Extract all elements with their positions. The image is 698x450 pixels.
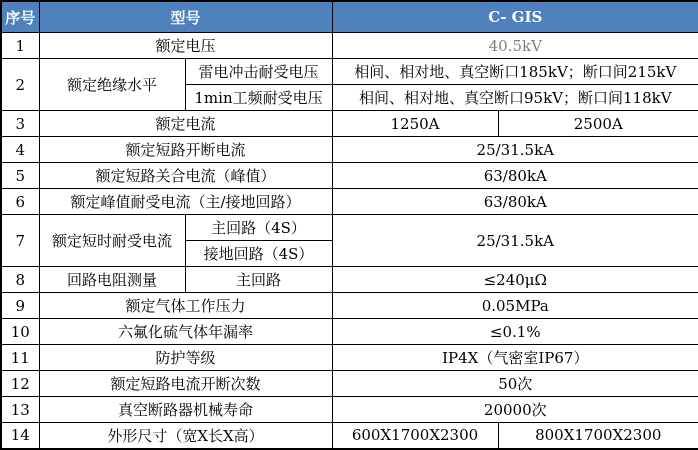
row-making-current: [1, 163, 698, 189]
row-value: 40.5kV: [332, 33, 698, 59]
row-number: 8: [1, 267, 39, 293]
row-number: 4: [1, 137, 39, 163]
row-label: 回路电阻测量: [39, 267, 185, 293]
row-value-2: 2500A: [498, 111, 698, 137]
row-value: ≤0.1%: [332, 319, 698, 345]
row-number: 7: [1, 215, 39, 267]
row-number: 3: [1, 111, 39, 137]
row-rated-current: [1, 111, 698, 137]
row-value-1: 1250A: [332, 111, 498, 137]
row-protection-class: [1, 345, 698, 371]
row-value: ≤240μΩ: [332, 267, 698, 293]
row-value-1: 600X1700X2300: [332, 423, 498, 449]
row-label: 外形尺寸（宽X长X高）: [39, 423, 332, 449]
row-peak-withstand-current: [1, 189, 698, 215]
row-value: 20000次: [332, 397, 698, 423]
row-label: 额定短路关合电流（峰值）: [39, 163, 332, 189]
row-number: 6: [1, 189, 39, 215]
row-rated-voltage: [1, 33, 698, 59]
row-sublabel: 主回路: [185, 267, 332, 293]
header-serial-number: 序号: [1, 1, 39, 33]
row-number: 11: [1, 345, 39, 371]
row-gas-pressure: [1, 293, 698, 319]
row-sublabel: 1min工频耐受电压: [185, 85, 332, 111]
row-value: IP4X（气密室IP67）: [332, 345, 698, 371]
row-value: 0.05MPa: [332, 293, 698, 319]
row-sublabel: 接地回路（4S）: [185, 241, 332, 267]
row-short-time-current-1: [1, 215, 698, 241]
row-number: 13: [1, 397, 39, 423]
row-loop-resistance: [1, 267, 698, 293]
row-label: 额定电压: [39, 33, 332, 59]
row-dimensions: [1, 423, 698, 449]
row-number: 5: [1, 163, 39, 189]
row-value-2: 800X1700X2300: [498, 423, 698, 449]
row-breaking-current: [1, 137, 698, 163]
row-sublabel: 雷电冲击耐受电压: [185, 59, 332, 85]
row-breaking-times: [1, 371, 698, 397]
row-number: 9: [1, 293, 39, 319]
row-value: 25/31.5kA: [332, 137, 698, 163]
row-mechanical-life: [1, 397, 698, 423]
header-product-cgis: C- GIS: [332, 1, 698, 33]
row-value: 50次: [332, 371, 698, 397]
row-label: 额定绝缘水平: [39, 59, 185, 111]
row-number: 2: [1, 59, 39, 111]
row-gas-leakage: [1, 319, 698, 345]
row-sublabel: 主回路（4S）: [185, 215, 332, 241]
row-label: 额定短时耐受电流: [39, 215, 185, 267]
row-value: 相间、相对地、真空断口185kV；断口间215kV: [332, 59, 698, 85]
row-label: 额定短路开断电流: [39, 137, 332, 163]
row-insulation-level-1: [1, 59, 698, 85]
header-model: 型号: [39, 1, 332, 33]
row-number: 10: [1, 319, 39, 345]
row-label: 额定短路电流开断次数: [39, 371, 332, 397]
row-number: 14: [1, 423, 39, 449]
row-value: 25/31.5kA: [332, 215, 698, 267]
row-value: 相间、相对地、真空断口95kV；断口间118kV: [332, 85, 698, 111]
row-number: 12: [1, 371, 39, 397]
row-number: 1: [1, 33, 39, 59]
row-label: 防护等级: [39, 345, 332, 371]
header-row: [1, 1, 698, 33]
row-label: 额定峰值耐受电流（主/接地回路）: [39, 189, 332, 215]
row-value: 63/80kA: [332, 163, 698, 189]
row-label: 六氟化硫气体年漏率: [39, 319, 332, 345]
row-label: 额定电流: [39, 111, 332, 137]
row-label: 真空断路器机械寿命: [39, 397, 332, 423]
row-value: 63/80kA: [332, 189, 698, 215]
row-label: 额定气体工作压力: [39, 293, 332, 319]
